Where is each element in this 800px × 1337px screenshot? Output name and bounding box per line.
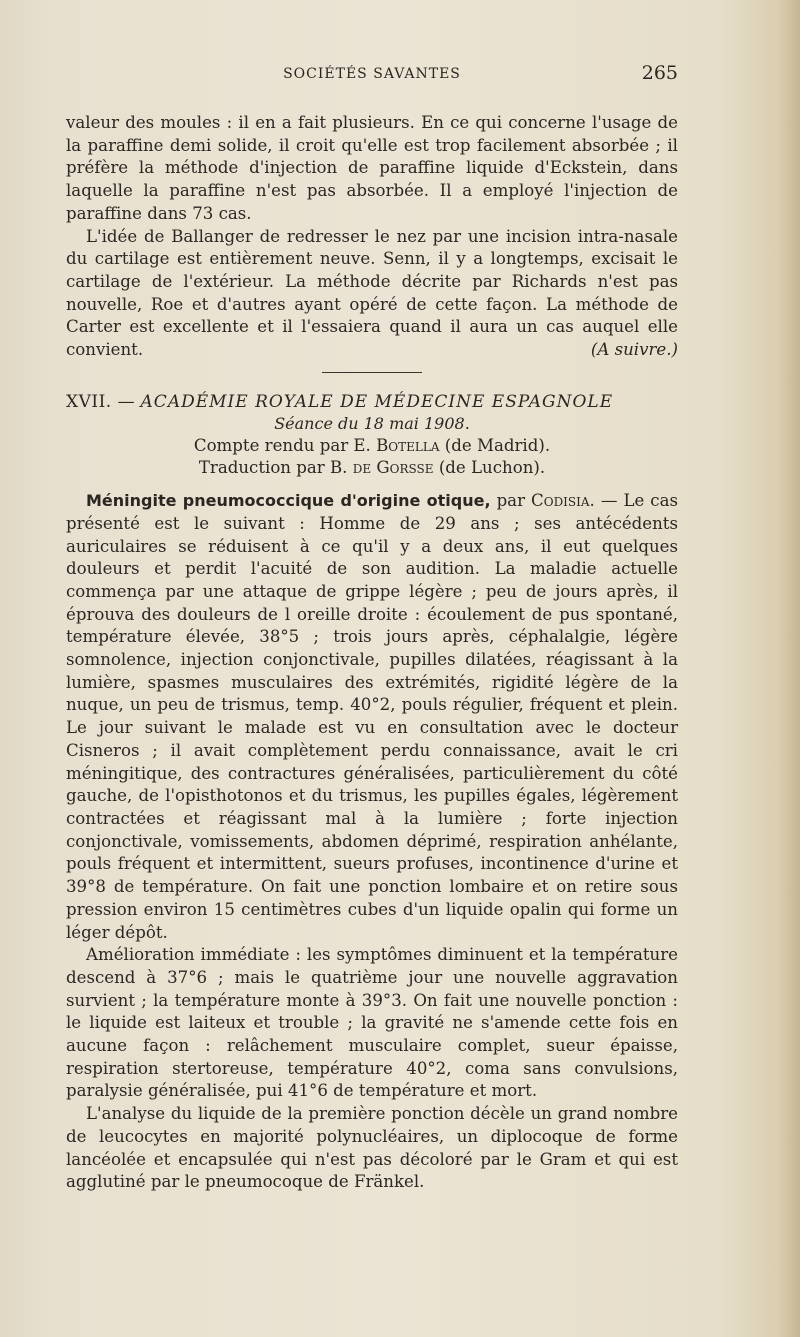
- section-divider: [322, 372, 422, 373]
- running-head: SOCIÉTÉS SAVANTES: [283, 66, 461, 82]
- article-title: Méningite pneumococcique d'origine otique,: [86, 491, 491, 511]
- report-credit: [66, 435, 678, 458]
- paragraph-ballanger: [66, 226, 678, 362]
- article-third-paragraph: L'analyse du liquide de la première ponction décèle un grand nombre de leucocytes en majorité polynucléaires, un diplocoque de forme lancéolée et encapsulée qui n'est pas décoloré par le Gram et qui est agglutiné par le pneumocoque de Fränkel.: [66, 1104, 678, 1192]
- report-author: Botella: [376, 435, 440, 455]
- translation-credit: [66, 457, 678, 480]
- article-dash: —: [600, 491, 618, 511]
- paragraph-continued: valeur des moules : il en a fait plusieurs. En ce qui concerne l'usage de la paraffine demi solide, il croit qu'elle est trop facilement absorbée ; il préfère la méthode d'injection de paraffine liquide d'Eckstein, dans laquelle la paraffine n'est pas absorbée. Il a employé l'injection de paraffine dans 73 cas.: [66, 113, 678, 223]
- article-second-paragraph: Amélioration immédiate : les symptômes diminuent et la température descend à 37°6 ; mais le quatrième jour une nouvelle aggravation survient ; la température monte à 39°3. On fait une nouvelle ponction : le liquide est laiteux et trouble ; la gravité ne s'amende cette fois en aucune façon : relâchement musculaire complet, sueur épaisse, respiration stertoreuse, température 40°2, coma sans convulsions, paralysie généralisée, pui 41°6 de température et mort.: [66, 945, 678, 1101]
- page-header: [66, 60, 678, 88]
- article-first-text: Le cas présenté est le suivant : Homme de 29 ans ; ses antécédents auriculaires se réduisent à ce qu'il y a deux ans, il eut quelques douleurs et perdit l'acuité de son audition. La maladie actuelle commença par une attaque de grippe légère ; peu de jours après, il éprouva des douleurs de l oreille droite : écoulement de pus spontané, température élevée, 38°5 ; trois jours après, céphalalgie, légère somnolence, injection conjonctivale, pupilles dilatées, réagissant à la lumière, spasmes musculaires des extrémités, rigidité légère de la nuque, un peu de trismus, temp. 40°2, pouls régulier, fréquent et plein. Le jour suivant le malade est vu en consultation avec le docteur Cisneros ; il avait complètement perdu connaissance, avait le cri méningitique, des contractures généralisées, particulièrement du côté gauche, de l'opisthotonos et du trismus, les pupilles égales, légèrement contractées et réagissant mal à la lumière ; forte injection conjonctivale, vomissements, abdomen déprimé, respiration anhélante, pouls fréquent et intermittent, sueurs profuses, incontinence d'urine et 39°8 de température. On fait une ponction lombaire et on retire sous pression environ 15 centimètres cubes d'un liquide opalin qui forme un léger dépôt.: [66, 491, 679, 942]
- to-be-continued: (A suivre.): [590, 340, 678, 360]
- section-title: ACADÉMIE ROYALE DE MÉDECINE ESPAGNOLE: [140, 391, 614, 412]
- article-author: Codisia.: [531, 491, 595, 511]
- translation-author: Gorsse: [376, 458, 434, 478]
- report-prefix: Compte rendu par E.: [193, 435, 371, 455]
- report-suffix: (de Madrid).: [444, 435, 551, 455]
- article-by: par: [496, 491, 526, 511]
- section-number: XVII. —: [66, 391, 136, 412]
- paragraph-ballanger-text: L'idée de Ballanger de redresser le nez par une incision intra-nasale du cartilage est entièrement neuve. Senn, il y a longtemps, excisait le cartilage de l'extérieur. La méthode décrite par Richards n'est pas nouvelle, Roe et d'autres ayant opéré de cette façon. La méthode de Carter est excellente et il l'essaiera quand il aura un cas auquel elle convient.: [66, 226, 678, 360]
- translation-suffix: (de Luchon).: [438, 458, 546, 478]
- session-date: Séance du 18 mai 1908.: [274, 413, 470, 433]
- section-heading: [66, 391, 678, 413]
- page-number: 265: [641, 62, 678, 84]
- article-first-paragraph: [66, 490, 678, 944]
- translation-prefix: Traduction par B.: [198, 458, 348, 478]
- translation-de: de: [352, 458, 372, 478]
- body-text: [66, 112, 678, 1194]
